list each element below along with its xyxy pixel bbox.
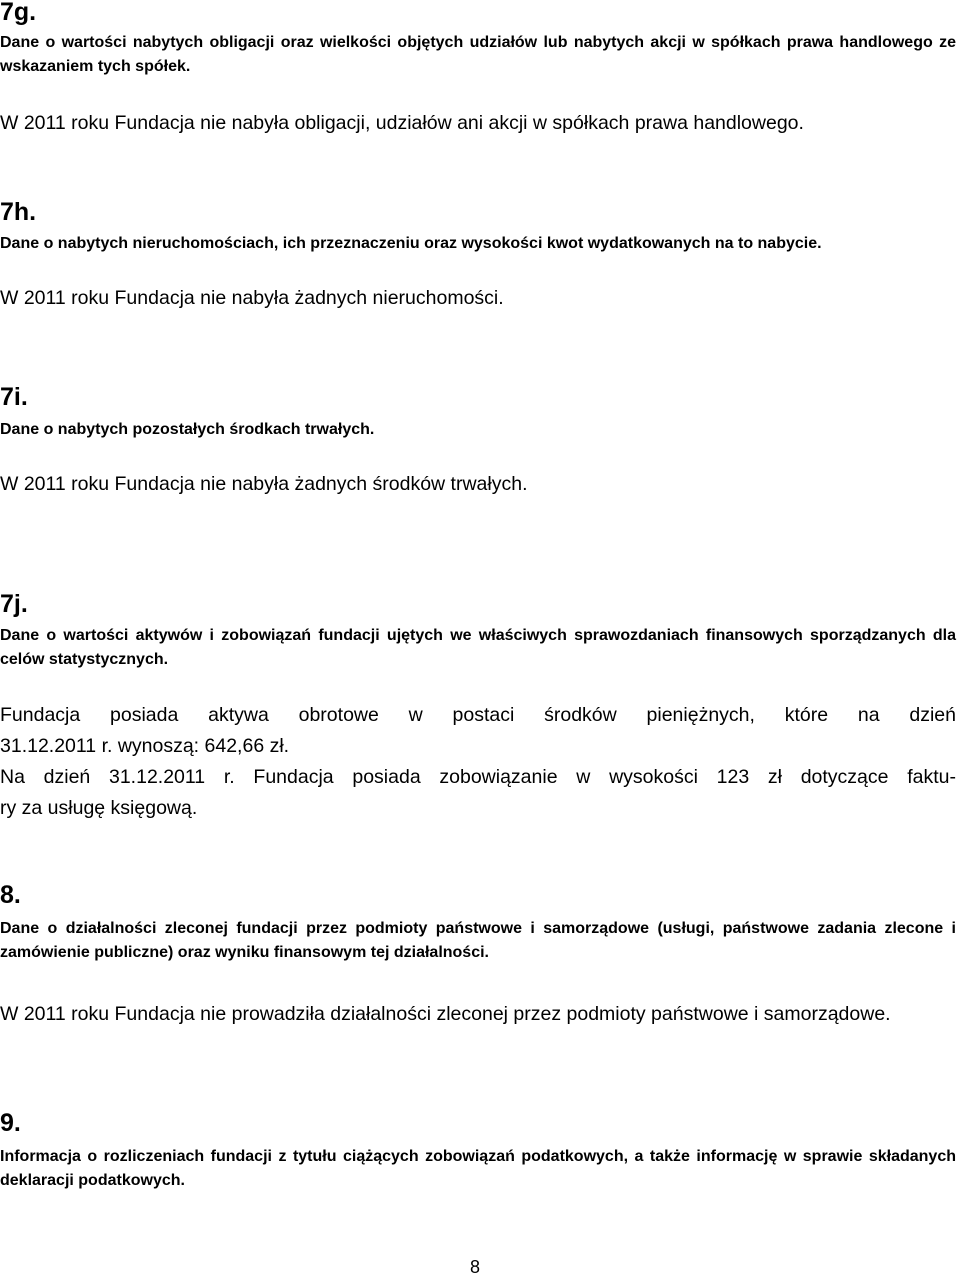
section-text-7j bbox=[0, 700, 956, 824]
section-heading-8: Dane o działalności zleconej fundacji przez podmioty państwowe i samorządowe (usługi, państwowe zadania zlecone i zamówienie publiczne) oraz wyniku finansowym tej działalności. bbox=[0, 920, 956, 961]
section-text-7h: W 2011 roku Fundacja nie nabyła żadnych nieruchomości. bbox=[0, 287, 504, 309]
section-number-8: 8. bbox=[0, 881, 21, 909]
section-text-7g: W 2011 roku Fundacja nie nabyła obligacji, udziałów ani akcji w spółkach prawa handlowego. bbox=[0, 112, 804, 134]
section-heading-9: Informacja o rozliczeniach fundacji z tytułu ciążących zobowiązań podatkowych, a także informację w sprawie składanych deklaracji podatkowych. bbox=[0, 1148, 956, 1189]
section-number-9: 9. bbox=[0, 1109, 21, 1137]
page-number: 8 bbox=[470, 1257, 481, 1277]
section-number-7g: 7g. bbox=[0, 0, 37, 26]
text-line: 31.12.2011 r. wynoszą: 642,66 zł. bbox=[0, 735, 290, 757]
section-number-7h: 7h. bbox=[0, 198, 37, 226]
section-text-8: W 2011 roku Fundacja nie prowadziła działalności zleconej przez podmioty państwowe i samorządowe. bbox=[0, 1003, 891, 1025]
text-line: Na dzień 31.12.2011 r. Fundacja posiada zobowiązanie w wysokości 123 zł dotyczące faktu- bbox=[0, 766, 956, 788]
text-line: Fundacja posiada aktywa obrotowe w postaci środków pieniężnych, które na dzień bbox=[0, 704, 956, 726]
section-heading-7j: Dane o wartości aktywów i zobowiązań fundacji ujętych we właściwych sprawozdaniach finansowych sporządzanych dla celów statystycznych. bbox=[0, 627, 956, 668]
section-number-7i: 7i. bbox=[0, 383, 28, 411]
section-heading-7i: Dane o nabytych pozostałych środkach trwałych. bbox=[0, 421, 375, 438]
section-heading-7h: Dane o nabytych nieruchomościach, ich przeznaczeniu oraz wysokości kwot wydatkowanych na to nabycie. bbox=[0, 235, 822, 252]
text-line: ry za usługę księgową. bbox=[0, 797, 198, 819]
section-text-7i: W 2011 roku Fundacja nie nabyła żadnych środków trwałych. bbox=[0, 473, 528, 495]
section-number-7j: 7j. bbox=[0, 590, 28, 618]
section-heading-7g: Dane o wartości nabytych obligacji oraz wielkości objętych udziałów lub nabytych akcji w spółkach prawa handlowego ze wskazaniem tych spółek. bbox=[0, 34, 956, 75]
